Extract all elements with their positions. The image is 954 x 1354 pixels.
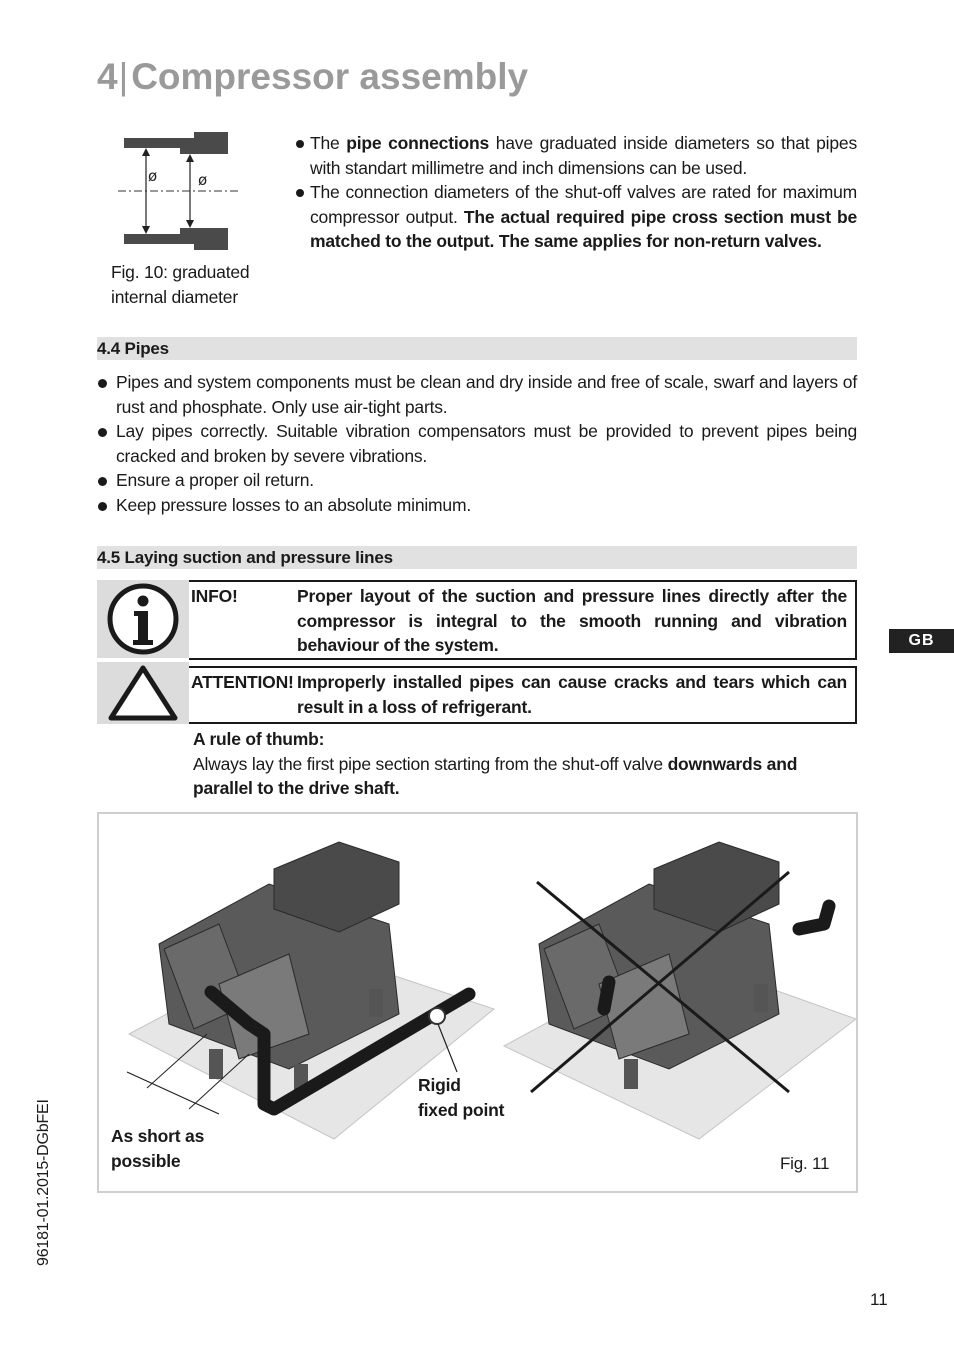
fig11-frame	[97, 812, 858, 1193]
attention-box	[189, 666, 857, 724]
document-id: 96181-01.2015-DGbFEI	[35, 1099, 52, 1266]
pipes-bullet-list	[97, 370, 857, 517]
pipes-bullet: Ensure a proper oil return.	[97, 468, 857, 493]
label-rigid-fixed-point: Rigid fixed point	[418, 1075, 505, 1120]
info-label: INFO!	[191, 586, 238, 606]
fig10-caption-line2: internal diameter	[111, 286, 238, 307]
attention-text: Improperly installed pipes can cause cracks and tears which can result in a loss of refrigerant.	[297, 672, 847, 717]
page-title	[97, 56, 528, 98]
intro-bullet: The pipe connections have graduated inside diameters so that pipes with standart millimetre and inch dimensions can be used.	[296, 131, 857, 180]
info-icon	[97, 580, 189, 658]
chapter-title: Compressor assembly	[131, 56, 529, 97]
warning-triangle-icon	[97, 662, 189, 724]
diameter-symbol-right: ø	[198, 171, 208, 189]
rule-of-thumb	[193, 727, 853, 801]
info-box	[189, 580, 857, 660]
title-separator: |	[118, 56, 129, 97]
section-heading-laying: 4.5 Laying suction and pressure lines	[97, 546, 857, 569]
chapter-number: 4	[97, 56, 118, 97]
language-tab-gb: GB	[889, 629, 954, 653]
info-icon-cell	[97, 580, 189, 658]
page-number: 11	[870, 1290, 888, 1309]
fig10-caption	[111, 260, 281, 309]
pipes-bullet: Lay pipes correctly. Suitable vibration compensators must be provided to prevent pipes being cracked and broken by severe vibrations.	[97, 419, 857, 468]
pipes-bullet: Pipes and system components must be clean and dry inside and free of scale, swarf and layers of rust and phosphate. Only use air-tight parts.	[97, 370, 857, 419]
section-heading-pipes: 4.4 Pipes	[97, 337, 857, 360]
intro-bullet: The connection diameters of the shut-off valves are rated for maximum compressor output. The actual required pipe cross section must be matched to the output. The same applies for non-return valves.	[296, 180, 857, 254]
fig10-graduated-diameter-drawing	[118, 130, 238, 252]
fig11-caption: Fig. 11	[780, 1154, 830, 1173]
attention-label: ATTENTION!	[191, 672, 294, 692]
rule-heading: A rule of thumb:	[193, 729, 325, 749]
warning-icon-cell	[97, 662, 189, 724]
diameter-symbol-left: ø	[148, 167, 158, 185]
fig10-caption-line1: Fig. 10: graduated	[111, 262, 250, 282]
rule-text: Always lay the first pipe section starting from the shut-off valve	[193, 753, 668, 774]
info-text: Proper layout of the suction and pressure lines directly after the compressor is integral to the smooth running and vibration behaviour of the system.	[297, 586, 847, 655]
fig11-compressor-illustration	[99, 814, 856, 1191]
intro-bullet-list	[296, 131, 857, 254]
label-as-short-as-possible: As short as possible	[111, 1126, 205, 1171]
rule-text-bold: downwards and parallel to the drive shaft.	[193, 753, 798, 798]
pipes-bullet: Keep pressure losses to an absolute minimum.	[97, 493, 857, 518]
